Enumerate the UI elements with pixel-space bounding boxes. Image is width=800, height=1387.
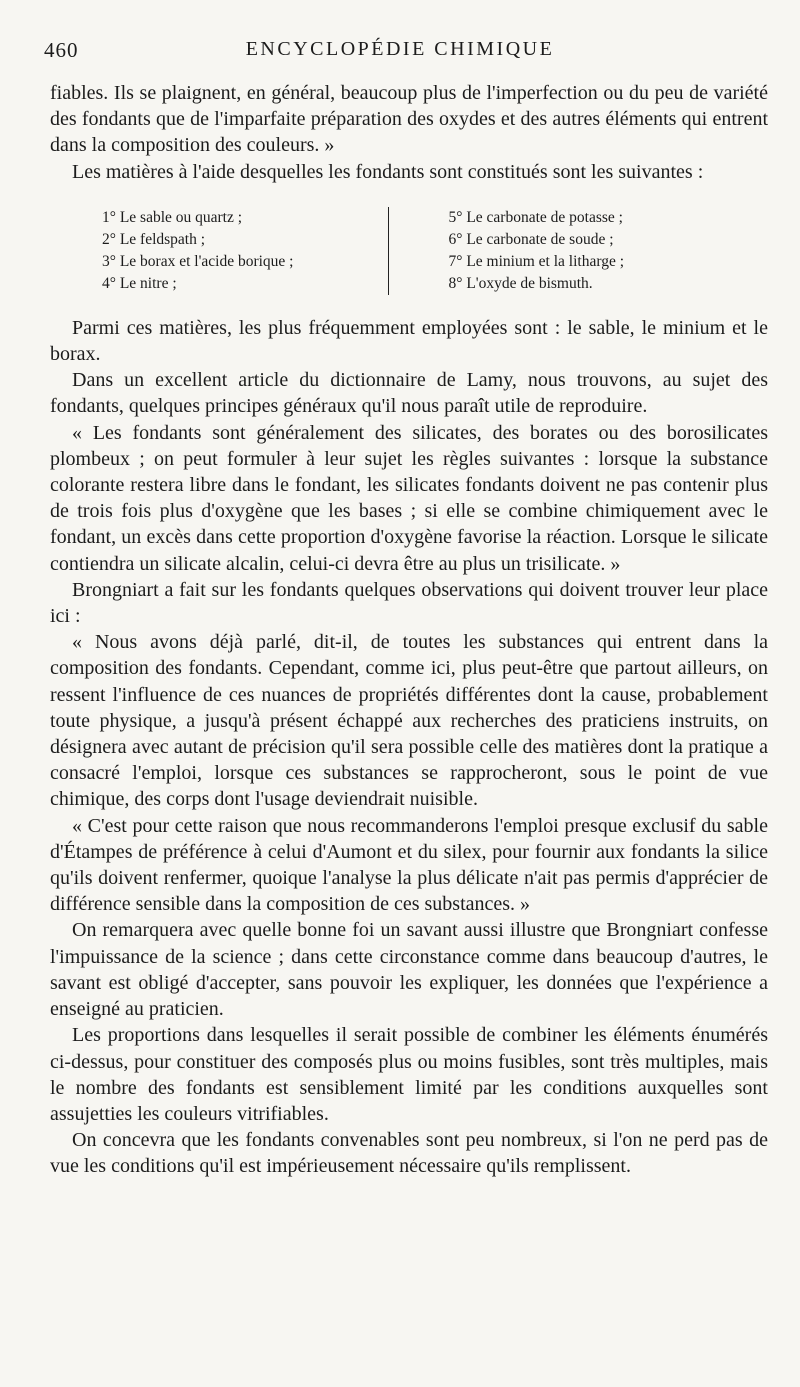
list-item: 3° Le borax et l'acide borique ; — [102, 252, 294, 270]
body-text — [50, 80, 768, 1180]
paragraph: Les matières à l'aide desquelles les fondants sont constitués sont les suivantes : — [72, 160, 704, 183]
paragraph: Dans un excellent article du dictionnaire de Lamy, nous trouvons, au sujet des fondants, quelques principes généraux qu'il nous paraît utile de reproduire. — [50, 369, 768, 418]
paragraph: On remarquera avec quelle bonne foi un savant aussi illustre que Brongniart confesse l'impuissance de la science ; dans cette circonstance comme dans beaucoup d'autres, le savant est obligé d'accepter, sans pouvoir les expliquer, les données que l'expérience a enseigné au praticien. — [50, 919, 768, 1021]
list-item: 8° L'oxyde de bismuth. — [448, 274, 593, 292]
paragraph: « C'est pour cette raison que nous recommanderons l'emploi presque exclusif du sable d'Étampes de préférence à celui d'Aumont et du silex, pour fournir aux fondants la silice qu'ils doivent renfermer, quoique l'analyse la plus délicate n'ait pas permis d'apprécier de différence sensible dans la composition de ces substances. » — [50, 814, 768, 916]
paragraph: Les proportions dans lesquelles il serait possible de combiner les éléments énumérés ci-dessus, pour constituer des composés plus ou moins fusibles, sont très multiples, mais le nombre des fondants est sensiblement limité par les conditions auxquelles sont assujetties les couleurs vitrifiables. — [50, 1024, 768, 1125]
list-item: 2° Le feldspath ; — [102, 230, 206, 248]
materials-list-right-column — [389, 207, 713, 295]
list-item: 7° Le minium et la litharge ; — [448, 252, 625, 270]
materials-list-left-column — [102, 207, 389, 295]
paragraph: fiables. Ils se plaignent, en général, beaucoup plus de l'imperfection ou du peu de variété des fondants que de l'imparfaite préparation des oxydes et des autres éléments qui entrent dans la composition des couleurs. » — [50, 82, 768, 157]
page-header — [44, 38, 756, 68]
paragraph: « Les fondants sont généralement des silicates, des borates ou des borosilicates plombeux ; on peut formuler à leur sujet les règles suivantes : lorsque la substance colorante restera libre dans le fondant, les silicates fondants doivent ne pas contenir plus de trois fois plus d'oxygène que les bases ; si elle se combine chimiquement avec le fondant, un excès dans cette proportion d'oxygène favorise la réaction. Lorsque le silicate contiendra un silicate alcalin, celui-ci devra être au plus un trisilicate. » — [50, 421, 768, 575]
paragraph: On concevra que les fondants convenables sont peu nombreux, si l'on ne perd pas de vue les conditions qu'il est impérieusement nécessaire qu'ils remplissent. — [50, 1129, 768, 1178]
list-item: 1° Le sable ou quartz ; — [102, 208, 243, 226]
paragraph: « Nous avons déjà parlé, dit-il, de toutes les substances qui entrent dans la composition des fondants. Cependant, comme ici, plus peut-être que partout ailleurs, on ressent l'influence de ces nuances de propriétés différentes dont la cause, probablement toute physique, a jusqu'à présent échappé aux recherches des praticiens instruits, on désignera avec autant de précision qu'il sera possible celle des matières dont la pratique a consacré l'emploi, lorsque ces substances se rapprocheront, sous le point de vue chimique, des corps dont l'usage deviendrait nuisible. — [50, 631, 768, 811]
list-item: 4° Le nitre ; — [102, 274, 177, 292]
running-title: ENCYCLOPÉDIE CHIMIQUE — [245, 38, 555, 60]
list-item: 5° Le carbonate de potasse ; — [448, 208, 623, 226]
page-number: 460 — [44, 38, 79, 62]
list-item: 6° Le carbonate de soude ; — [448, 230, 614, 248]
materials-list — [102, 207, 712, 295]
paragraph: Brongniart a fait sur les fondants quelques observations qui doivent trouver leur place ici : — [50, 578, 768, 628]
paragraph: Parmi ces matières, les plus fréquemment employées sont : le sable, le minium et le borax. — [50, 316, 768, 366]
